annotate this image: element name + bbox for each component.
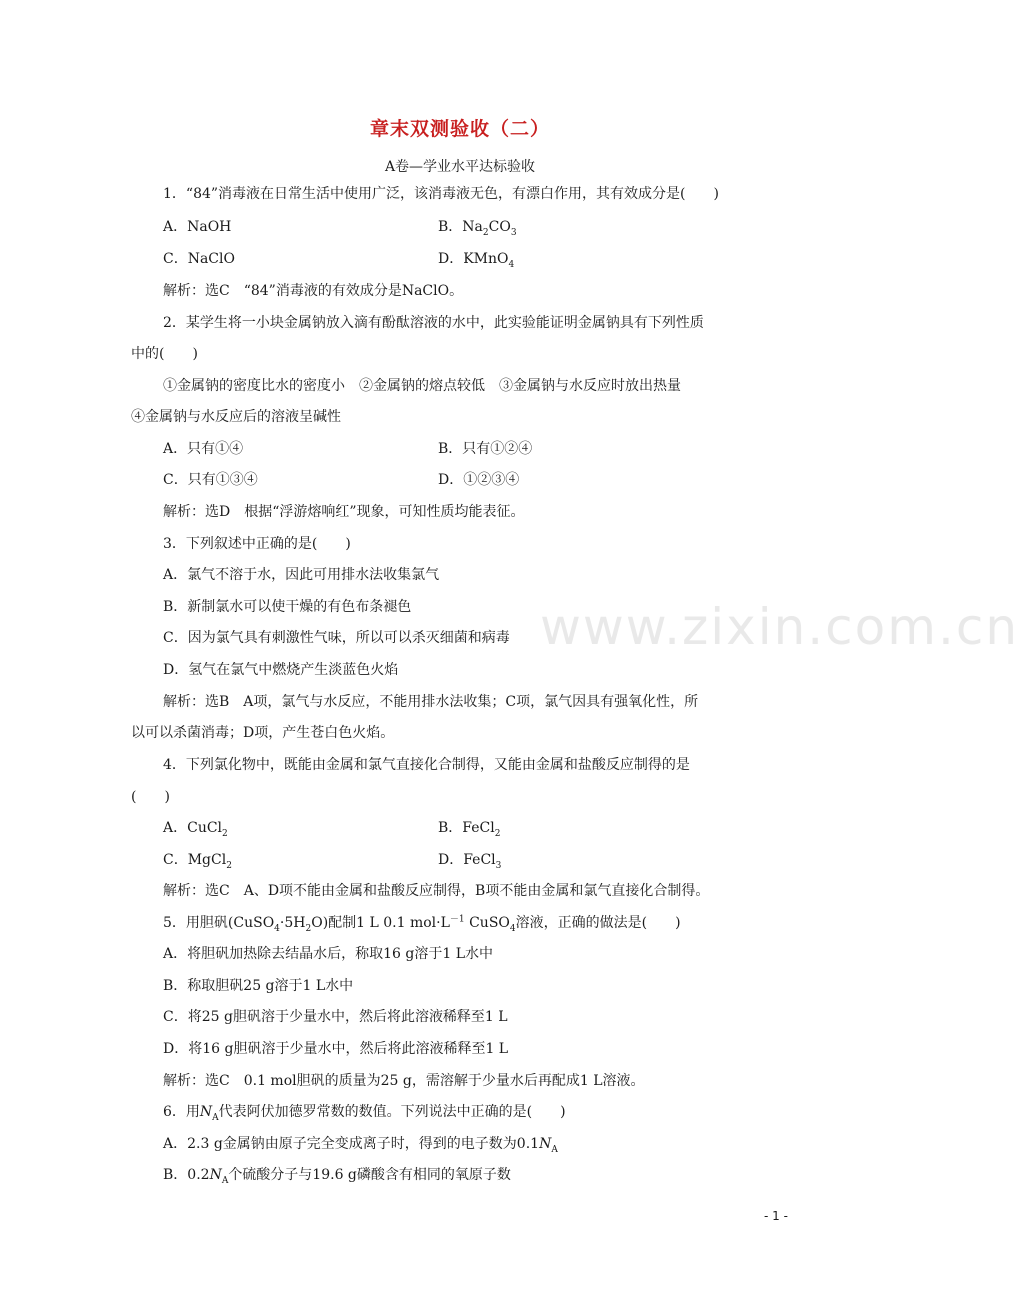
q2-option-d: D．①②③④ [438,472,520,488]
question-4-stem-cont: ( ) [131,789,170,805]
q4-analysis: 解析：选C A、D项不能由金属和盐酸反应制得，B项不能由金属和氯气直接化合制得。 [163,883,710,899]
q2-option-a: A．只有①④ [163,441,244,457]
q2-option-b: B．只有①②④ [438,441,533,457]
question-6-stem: 6．用$N_A$代表阿伏加德罗常数的数值。下列说法中正确的是( ) [163,1104,566,1123]
q1-option-d: D．KMnO$_4$ [438,251,515,270]
q5-option-a: A．将胆矾加热除去结晶水后，称取16 g溶于1 L水中 [163,946,493,962]
page-title: 章末双测验收（二） [369,118,550,140]
q2-analysis: 解析：选D 根据“浮游熔响红”现象，可知性质均能表征。 [163,504,525,520]
question-5-stem: 5．用胆矾$(CuSO_4\cdot 5H_2O)$配制1 L 0.1 $mol\cdot L^{-1}$ CuSO$_4$溶液，正确的做法是( ) [163,914,681,934]
q2-option-c: C．只有①③④ [163,472,258,488]
q5-analysis: 解析：选C 0.1 mol胆矾的质量为25 g，需溶解于少量水后再配成1 L溶液。 [163,1073,645,1089]
q2-statements-cont: ④金属钠与水反应后的溶液呈碱性 [131,409,341,425]
q2-statements: ①金属钠的密度比水的密度小 ②金属钠的熔点较低 ③金属钠与水反应时放出热量 [163,378,681,394]
q4-option-a: A．CuCl$_2$ [163,820,228,839]
q3-analysis-cont: 以可以杀菌消毒；D项，产生苍白色火焰。 [131,725,395,741]
q5-option-c: C．将25 g胆矾溶于少量水中，然后将此溶液稀释至1 L [163,1009,508,1025]
q6-option-b: B．$0.2N_A$个硫酸分子与19.6 g磷酸含有相同的氧原子数 [163,1167,511,1186]
question-4-stem: 4．下列氯化物中，既能由金属和氯气直接化合制得，又能由金属和盐酸反应制得的是 [163,757,690,773]
q1-analysis: 解析：选C “84”消毒液的有效成分是NaClO。 [163,283,464,299]
page-number: - 1 - [764,1209,788,1223]
question-2-stem: 2．某学生将一小块金属钠放入滴有酚酞溶液的水中，此实验能证明金属钠具有下列性质 [163,315,704,331]
q1-option-c: C．NaClO [163,251,235,267]
q6-option-a: A．2.3 g金属钠由原子完全变成离子时，得到的电子数为$0.1N_A$ [163,1136,558,1155]
q3-option-b: B．新制氯水可以使干燥的有色布条褪色 [163,599,412,615]
q3-analysis: 解析：选B A项，氯气与水反应，不能用排水法收集；C项，氯气因具有强氧化性，所 [163,694,699,710]
q3-option-d: D．氢气在氯气中燃烧产生淡蓝色火焰 [163,662,399,678]
q5-option-d: D．将16 g胆矾溶于少量水中，然后将此溶液稀释至1 L [163,1041,509,1057]
q5-option-b: B．称取胆矾25 g溶于1 L水中 [163,978,354,994]
question-1-stem: 1．“84”消毒液在日常生活中使用广泛，该消毒液无色，有漂白作用，其有效成分是( ) [163,186,719,202]
q1-option-a: A．NaOH [163,219,232,235]
section-subtitle: A卷—学业水平达标验收 [384,159,536,175]
watermark-text: www.zixin.com.cn [540,598,1019,656]
q3-option-a: A．氯气不溶于水，因此可用排水法收集氯气 [163,567,440,583]
q4-option-d: D．FeCl$_3$ [438,852,502,871]
q1-option-b: B．$Na_2CO_3$ [438,219,517,238]
question-3-stem: 3．下列叙述中正确的是( ) [163,536,351,552]
question-2-stem-cont: 中的( ) [131,346,198,362]
q4-option-b: B．FeCl$_2$ [438,820,501,839]
q3-option-c: C．因为氯气具有刺激性气味，所以可以杀灭细菌和病毒 [163,630,510,646]
q4-option-c: C．MgCl$_2$ [163,852,232,871]
